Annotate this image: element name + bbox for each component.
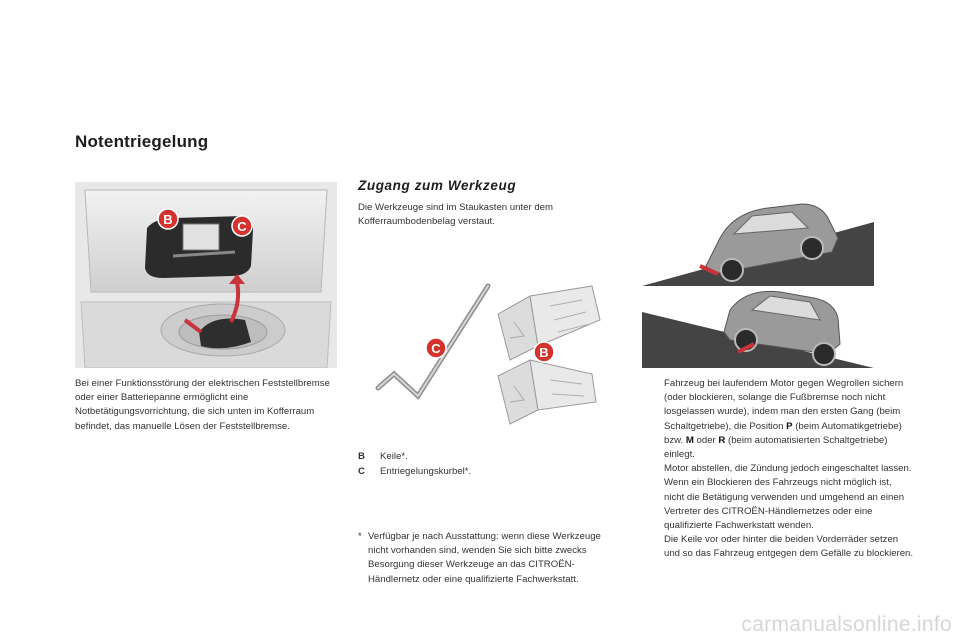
watermark: carmanualsonline.info — [741, 613, 952, 636]
tool-label-b: B — [539, 345, 549, 360]
step-item — [642, 533, 914, 561]
trunk-illustration — [75, 182, 337, 368]
footnote-mark: * — [358, 531, 362, 542]
section-subtitle: Zugang zum Werkzeug — [358, 178, 517, 193]
step-marker-icon — [642, 462, 664, 533]
legend-list — [358, 450, 618, 479]
label-b-text: B — [163, 212, 173, 227]
step-text: Fahrzeug bei laufendem Motor gegen Wegrollen sichern (oder blockieren, solange die Fußbremse noch nicht losgelassen wurde), indem man den ersten Gang (beim Schaltgetriebe), die Position P (beim Automatikgetriebe) bzw. M oder R (beim automatisierten Schaltgetriebe) einlegt. — [664, 378, 904, 461]
tools-illustration — [370, 276, 610, 436]
footnote — [358, 530, 613, 587]
left-description: Bei einer Funktionsstörung der elektrischen Feststellbremse oder einer Batteriepanne ermöglicht eine Notbetätigungsvorrichtung, die sich unten im Kofferraum befindet, das manuelle Lösen der Feststellbremse. — [75, 378, 330, 432]
steps-list — [642, 377, 914, 562]
step-text: Motor abstellen, die Zündung jedoch eingeschaltet lassen. Wenn ein Blockieren des Fahrzeugs nicht möglich ist, nicht die Betätigung verwenden und umgehend an einen Vertreter des CITROËN-Händlernetzes oder eine qualifizierte Fachwerkstatt wenden. — [664, 463, 912, 532]
footnote-text: Verfügbar je nach Ausstattung: wenn diese Werkzeuge nicht vorhanden sind, wenden Sie sich bitte zwecks Besorgung dieser Werkzeuge an das CITROËN-Händlernetz oder eine qualifizierte Fachwerkstatt. — [368, 531, 601, 585]
step-marker-icon — [642, 377, 664, 462]
step-item — [642, 377, 914, 462]
section-intro: Die Werkzeuge sind im Staukasten unter dem Kofferraumbodenbelag verstaut. — [358, 202, 553, 228]
legend-item-b — [358, 450, 618, 465]
slope-illustration — [642, 182, 914, 368]
wheel-chock-bottom-icon — [498, 360, 596, 424]
label-c-text: C — [237, 219, 247, 234]
page-title: Notentriegelung — [75, 132, 209, 151]
legend-text: Entriegelungskurbel*. — [380, 465, 472, 477]
step-marker-icon — [642, 533, 664, 561]
legend-text: Keile*. — [380, 451, 408, 462]
tool-label-c: C — [431, 341, 441, 356]
legend-key: B — [358, 451, 365, 462]
step-item — [642, 462, 914, 533]
step-text: Die Keile vor oder hinter die beiden Vorderräder setzen und so das Fahrzeug entgegen dem Gefälle zu blockieren. — [664, 534, 914, 560]
legend-key: C — [358, 465, 365, 477]
legend-item-c — [358, 465, 618, 480]
